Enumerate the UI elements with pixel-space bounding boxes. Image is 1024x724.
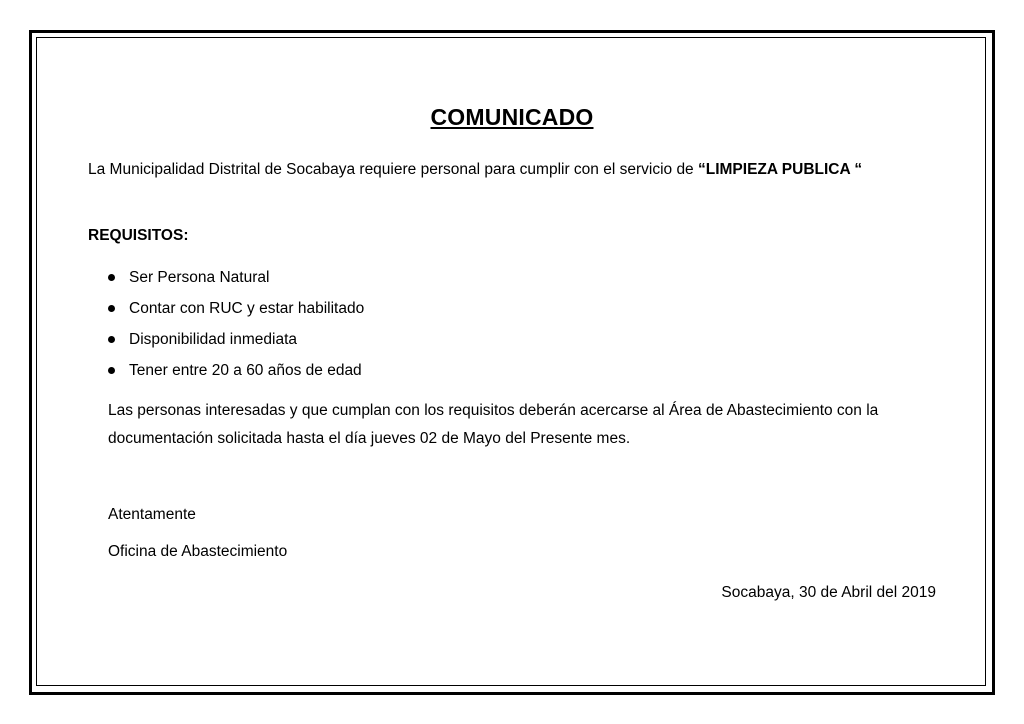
bullet-icon bbox=[108, 336, 115, 343]
list-item bbox=[108, 262, 364, 293]
requirement-text: Tener entre 20 a 60 años de edad bbox=[129, 362, 362, 379]
bullet-icon bbox=[108, 274, 115, 281]
bullet-icon bbox=[108, 305, 115, 312]
requirement-text: Ser Persona Natural bbox=[129, 269, 270, 286]
requirement-text: Contar con RUC y estar habilitado bbox=[129, 300, 365, 317]
requirements-heading: REQUISITOS: bbox=[88, 227, 189, 244]
bullet-icon bbox=[108, 367, 115, 374]
document-date: Socabaya, 30 de Abril del 2019 bbox=[721, 584, 936, 601]
closing-salutation: Atentamente bbox=[108, 506, 196, 523]
instructions-paragraph: Las personas interesadas y que cumplan con los requisitos deberán acercarse al Área de Abastecimiento con la documentación solicitada hasta el día jueves 02 de Mayo del Presente mes. bbox=[108, 402, 879, 447]
list-item bbox=[108, 293, 364, 324]
signature-office: Oficina de Abastecimiento bbox=[108, 543, 288, 560]
intro-service: “LIMPIEZA PUBLICA “ bbox=[698, 161, 863, 178]
requirements-list bbox=[108, 262, 364, 386]
list-item bbox=[108, 324, 364, 355]
intro-paragraph bbox=[88, 156, 918, 183]
list-item bbox=[108, 355, 364, 386]
document-title: COMUNICADO bbox=[430, 104, 594, 130]
requirement-text: Disponibilidad inmediata bbox=[129, 331, 298, 348]
intro-text: La Municipalidad Distrital de Socabaya requiere personal para cumplir con el servicio de bbox=[88, 161, 698, 178]
